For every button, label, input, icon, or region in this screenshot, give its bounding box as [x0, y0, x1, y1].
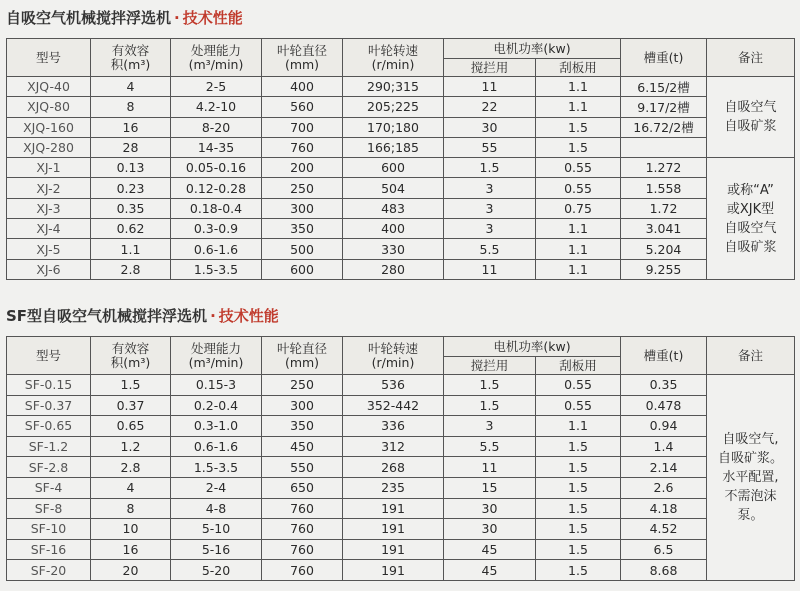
- cell-capacity: 4.2-10: [171, 97, 262, 117]
- cell-impeller-speed: 191: [343, 519, 444, 540]
- remark-sf: [707, 375, 795, 581]
- cell-motor-scraper: 0.55: [536, 158, 621, 178]
- cell-motor-scraper: 1.1: [536, 259, 621, 279]
- cell-motor-stir: 30: [444, 519, 536, 540]
- cell-volume: 0.65: [91, 416, 171, 437]
- section2-title-accent: 技术性能: [218, 307, 279, 325]
- header-impeller-speed-line1: 叶轮转速: [367, 340, 418, 356]
- cell-impeller-dia: 400: [262, 77, 343, 97]
- cell-weight: 6.15/2槽: [621, 77, 707, 97]
- cell-capacity: 0.15-3: [171, 375, 262, 396]
- cell-motor-scraper: 1.1: [536, 219, 621, 239]
- header-impeller-speed: [343, 337, 444, 375]
- cell-impeller-dia: 450: [262, 436, 343, 457]
- section1-title-sep: ·: [174, 9, 180, 27]
- cell-model: SF-0.15: [7, 375, 91, 396]
- cell-weight: 0.478: [621, 395, 707, 416]
- cell-capacity: 0.05-0.16: [171, 158, 262, 178]
- cell-impeller-speed: 268: [343, 457, 444, 478]
- cell-capacity: 0.6-1.6: [171, 239, 262, 259]
- cell-motor-scraper: 1.5: [536, 519, 621, 540]
- cell-motor-stir: 3: [444, 198, 536, 218]
- table-row: [7, 498, 795, 519]
- cell-volume: 8: [91, 97, 171, 117]
- header-model: 型号: [7, 39, 91, 77]
- header-impeller-speed: [343, 39, 444, 77]
- cell-impeller-dia: 200: [262, 158, 343, 178]
- cell-weight: 9.255: [621, 259, 707, 279]
- section2-title: [6, 305, 279, 326]
- table-row: [7, 539, 795, 560]
- header-model: 型号: [7, 337, 91, 375]
- cell-weight: [621, 137, 707, 157]
- cell-impeller-dia: 760: [262, 539, 343, 560]
- cell-motor-scraper: 1.1: [536, 97, 621, 117]
- cell-impeller-dia: 250: [262, 178, 343, 198]
- cell-impeller-dia: 500: [262, 239, 343, 259]
- header-motor-scraper: 刮板用: [536, 59, 621, 77]
- cell-volume: 0.13: [91, 158, 171, 178]
- header-motor-stir: 搅拦用: [444, 357, 536, 375]
- cell-weight: 6.5: [621, 539, 707, 560]
- cell-volume: 2.8: [91, 457, 171, 478]
- cell-impeller-speed: 312: [343, 436, 444, 457]
- cell-model: XJ-4: [7, 219, 91, 239]
- cell-motor-scraper: 0.55: [536, 395, 621, 416]
- cell-motor-stir: 3: [444, 219, 536, 239]
- section1-title-accent: 技术性能: [182, 9, 243, 27]
- cell-weight: 9.17/2槽: [621, 97, 707, 117]
- cell-impeller-dia: 350: [262, 219, 343, 239]
- header-motor-power: 电机功率(kw): [444, 337, 621, 357]
- header-capacity-line1: 处理能力: [190, 340, 241, 356]
- xjq-spec-table: [6, 38, 795, 280]
- cell-impeller-dia: 650: [262, 477, 343, 498]
- cell-impeller-speed: 170;180: [343, 117, 444, 137]
- cell-motor-scraper: 0.75: [536, 198, 621, 218]
- table-row: [7, 519, 795, 540]
- table-row: [7, 560, 795, 581]
- cell-impeller-speed: 290;315: [343, 77, 444, 97]
- header-volume-line1: 有效容: [111, 340, 150, 356]
- table-row: [7, 137, 795, 157]
- cell-weight: 5.204: [621, 239, 707, 259]
- cell-weight: 1.558: [621, 178, 707, 198]
- cell-impeller-dia: 250: [262, 375, 343, 396]
- cell-volume: 1.5: [91, 375, 171, 396]
- cell-model: XJQ-40: [7, 77, 91, 97]
- cell-capacity: 0.18-0.4: [171, 198, 262, 218]
- table-row: [7, 457, 795, 478]
- cell-volume: 0.62: [91, 219, 171, 239]
- cell-weight: 3.041: [621, 219, 707, 239]
- cell-impeller-dia: 300: [262, 395, 343, 416]
- cell-motor-scraper: 1.5: [536, 560, 621, 581]
- remark-line: 不需泡沫: [724, 488, 777, 504]
- cell-motor-scraper: 0.55: [536, 178, 621, 198]
- cell-motor-scraper: 1.1: [536, 416, 621, 437]
- cell-model: XJ-1: [7, 158, 91, 178]
- cell-model: SF-4: [7, 477, 91, 498]
- header-motor-scraper: 刮板用: [536, 357, 621, 375]
- cell-impeller-speed: 536: [343, 375, 444, 396]
- cell-capacity: 0.3-1.0: [171, 416, 262, 437]
- cell-motor-scraper: 1.5: [536, 498, 621, 519]
- cell-weight: 4.52: [621, 519, 707, 540]
- cell-weight: 16.72/2槽: [621, 117, 707, 137]
- cell-capacity: 14-35: [171, 137, 262, 157]
- header-remark: 备注: [707, 337, 795, 375]
- cell-impeller-speed: 166;185: [343, 137, 444, 157]
- section2-title-main: SF型自吸空气机械搅拌浮选机: [6, 307, 208, 325]
- sf-spec-table: [6, 336, 795, 581]
- table-row: [7, 198, 795, 218]
- cell-model: XJ-3: [7, 198, 91, 218]
- cell-motor-stir: 3: [444, 178, 536, 198]
- cell-motor-stir: 1.5: [444, 395, 536, 416]
- cell-volume: 4: [91, 77, 171, 97]
- table-row: [7, 117, 795, 137]
- cell-volume: 28: [91, 137, 171, 157]
- cell-impeller-dia: 300: [262, 198, 343, 218]
- cell-capacity: 2-4: [171, 477, 262, 498]
- header-capacity-line1: 处理能力: [190, 42, 241, 58]
- table-row: [7, 178, 795, 198]
- header-volume-line1: 有效容: [111, 42, 150, 58]
- cell-volume: 16: [91, 117, 171, 137]
- header-capacity: [171, 337, 262, 375]
- cell-weight: 0.94: [621, 416, 707, 437]
- header-impeller-speed-line1: 叶轮转速: [367, 42, 418, 58]
- cell-model: SF-2.8: [7, 457, 91, 478]
- cell-motor-stir: 45: [444, 560, 536, 581]
- cell-weight: 1.272: [621, 158, 707, 178]
- header-impeller-speed-line2: (r/min): [371, 354, 415, 370]
- cell-motor-scraper: 1.1: [536, 239, 621, 259]
- cell-capacity: 0.2-0.4: [171, 395, 262, 416]
- cell-volume: 10: [91, 519, 171, 540]
- cell-motor-scraper: 1.5: [536, 477, 621, 498]
- table-row: [7, 239, 795, 259]
- cell-impeller-dia: 760: [262, 498, 343, 519]
- cell-capacity: 4-8: [171, 498, 262, 519]
- remark-line: 自吸矿浆: [724, 239, 777, 255]
- table-row: [7, 219, 795, 239]
- cell-motor-scraper: 1.5: [536, 117, 621, 137]
- cell-motor-stir: 3: [444, 416, 536, 437]
- remark-line: 自吸矿浆: [724, 119, 777, 135]
- cell-model: SF-20: [7, 560, 91, 581]
- cell-volume: 0.35: [91, 198, 171, 218]
- section1-title-main: 自吸空气机械搅拌浮选机: [6, 9, 172, 27]
- cell-weight: 1.4: [621, 436, 707, 457]
- cell-capacity: 0.6-1.6: [171, 436, 262, 457]
- cell-impeller-speed: 191: [343, 498, 444, 519]
- table-row: [7, 416, 795, 437]
- cell-motor-scraper: 1.5: [536, 457, 621, 478]
- header-volume: [91, 39, 171, 77]
- cell-impeller-speed: 400: [343, 219, 444, 239]
- remark-xjk-type: [707, 158, 795, 280]
- header-motor-power: 电机功率(kw): [444, 39, 621, 59]
- cell-model: SF-0.65: [7, 416, 91, 437]
- cell-motor-stir: 15: [444, 477, 536, 498]
- table-row: [7, 97, 795, 117]
- cell-volume: 1.2: [91, 436, 171, 457]
- table-row: [7, 158, 795, 178]
- cell-motor-stir: 11: [444, 77, 536, 97]
- remark-line: 或称“A”: [727, 182, 774, 198]
- cell-motor-scraper: 1.5: [536, 539, 621, 560]
- cell-impeller-dia: 560: [262, 97, 343, 117]
- cell-impeller-speed: 352-442: [343, 395, 444, 416]
- table-row: [7, 436, 795, 457]
- cell-impeller-dia: 760: [262, 560, 343, 581]
- cell-capacity: 0.12-0.28: [171, 178, 262, 198]
- section2-title-sep: ·: [210, 307, 216, 325]
- cell-impeller-dia: 700: [262, 117, 343, 137]
- header-impeller-dia-line1: 叶轮直径: [276, 340, 327, 356]
- remark-line: 自吸空气: [724, 220, 777, 236]
- header-weight: 槽重(t): [621, 337, 707, 375]
- cell-weight: 2.14: [621, 457, 707, 478]
- cell-impeller-speed: 280: [343, 259, 444, 279]
- cell-capacity: 1.5-3.5: [171, 259, 262, 279]
- header-impeller-dia-line2: (mm): [284, 56, 320, 72]
- header-volume: [91, 337, 171, 375]
- table-row: [7, 375, 795, 396]
- cell-impeller-speed: 504: [343, 178, 444, 198]
- cell-volume: 16: [91, 539, 171, 560]
- header-impeller-dia: [262, 337, 343, 375]
- cell-weight: 0.35: [621, 375, 707, 396]
- cell-volume: 0.23: [91, 178, 171, 198]
- cell-weight: 1.72: [621, 198, 707, 218]
- cell-capacity: 1.5-3.5: [171, 457, 262, 478]
- cell-impeller-dia: 760: [262, 519, 343, 540]
- cell-capacity: 8-20: [171, 117, 262, 137]
- section1-title: [6, 7, 243, 28]
- remark-line: 自吸矿浆。: [717, 450, 783, 466]
- cell-weight: 4.18: [621, 498, 707, 519]
- header-motor-stir: 搅拦用: [444, 59, 536, 77]
- cell-impeller-dia: 600: [262, 259, 343, 279]
- cell-model: XJ-2: [7, 178, 91, 198]
- cell-model: XJQ-280: [7, 137, 91, 157]
- cell-motor-stir: 11: [444, 259, 536, 279]
- cell-impeller-dia: 350: [262, 416, 343, 437]
- cell-impeller-speed: 600: [343, 158, 444, 178]
- cell-volume: 1.1: [91, 239, 171, 259]
- cell-motor-stir: 30: [444, 498, 536, 519]
- header-impeller-dia-line2: (mm): [284, 354, 320, 370]
- cell-motor-stir: 1.5: [444, 158, 536, 178]
- cell-motor-stir: 45: [444, 539, 536, 560]
- remark-line: 自吸空气,: [722, 431, 779, 447]
- cell-weight: 2.6: [621, 477, 707, 498]
- cell-volume: 20: [91, 560, 171, 581]
- remark-line: 或XJK型: [726, 201, 775, 217]
- cell-model: SF-10: [7, 519, 91, 540]
- cell-model: XJQ-160: [7, 117, 91, 137]
- cell-capacity: 5-10: [171, 519, 262, 540]
- cell-volume: 4: [91, 477, 171, 498]
- cell-motor-stir: 5.5: [444, 436, 536, 457]
- cell-volume: 2.8: [91, 259, 171, 279]
- header-volume-line2: 积(m³): [110, 56, 151, 72]
- header-capacity: [171, 39, 262, 77]
- cell-weight: 8.68: [621, 560, 707, 581]
- remark-line: 泵。: [737, 507, 764, 523]
- table-row: [7, 259, 795, 279]
- cell-motor-stir: 11: [444, 457, 536, 478]
- cell-model: SF-0.37: [7, 395, 91, 416]
- cell-impeller-dia: 760: [262, 137, 343, 157]
- cell-motor-stir: 5.5: [444, 239, 536, 259]
- remark-line: 自吸空气: [724, 100, 777, 116]
- cell-motor-scraper: 1.5: [536, 137, 621, 157]
- cell-model: SF-8: [7, 498, 91, 519]
- cell-impeller-speed: 330: [343, 239, 444, 259]
- cell-impeller-speed: 191: [343, 560, 444, 581]
- cell-motor-stir: 22: [444, 97, 536, 117]
- header-impeller-dia: [262, 39, 343, 77]
- remark-self-priming: [707, 77, 795, 158]
- header-impeller-speed-line2: (r/min): [371, 56, 415, 72]
- cell-capacity: 5-20: [171, 560, 262, 581]
- table-row: [7, 395, 795, 416]
- cell-impeller-speed: 191: [343, 539, 444, 560]
- header-capacity-line2: (m³/min): [188, 56, 244, 72]
- cell-impeller-speed: 483: [343, 198, 444, 218]
- cell-capacity: 2-5: [171, 77, 262, 97]
- cell-model: XJ-5: [7, 239, 91, 259]
- cell-capacity: 0.3-0.9: [171, 219, 262, 239]
- header-volume-line2: 积(m³): [110, 354, 151, 370]
- cell-model: SF-16: [7, 539, 91, 560]
- header-weight: 槽重(t): [621, 39, 707, 77]
- cell-volume: 0.37: [91, 395, 171, 416]
- cell-model: XJQ-80: [7, 97, 91, 117]
- header-impeller-dia-line1: 叶轮直径: [276, 42, 327, 58]
- header-remark: 备注: [707, 39, 795, 77]
- cell-motor-stir: 55: [444, 137, 536, 157]
- table-row: [7, 77, 795, 97]
- cell-volume: 8: [91, 498, 171, 519]
- cell-impeller-speed: 235: [343, 477, 444, 498]
- cell-model: XJ-6: [7, 259, 91, 279]
- cell-impeller-speed: 205;225: [343, 97, 444, 117]
- header-capacity-line2: (m³/min): [188, 354, 244, 370]
- cell-motor-stir: 30: [444, 117, 536, 137]
- cell-motor-scraper: 1.1: [536, 77, 621, 97]
- cell-impeller-speed: 336: [343, 416, 444, 437]
- cell-capacity: 5-16: [171, 539, 262, 560]
- table-row: [7, 477, 795, 498]
- cell-motor-scraper: 1.5: [536, 436, 621, 457]
- cell-model: SF-1.2: [7, 436, 91, 457]
- remark-line: 水平配置,: [722, 469, 779, 485]
- cell-motor-scraper: 0.55: [536, 375, 621, 396]
- cell-impeller-dia: 550: [262, 457, 343, 478]
- cell-motor-stir: 1.5: [444, 375, 536, 396]
